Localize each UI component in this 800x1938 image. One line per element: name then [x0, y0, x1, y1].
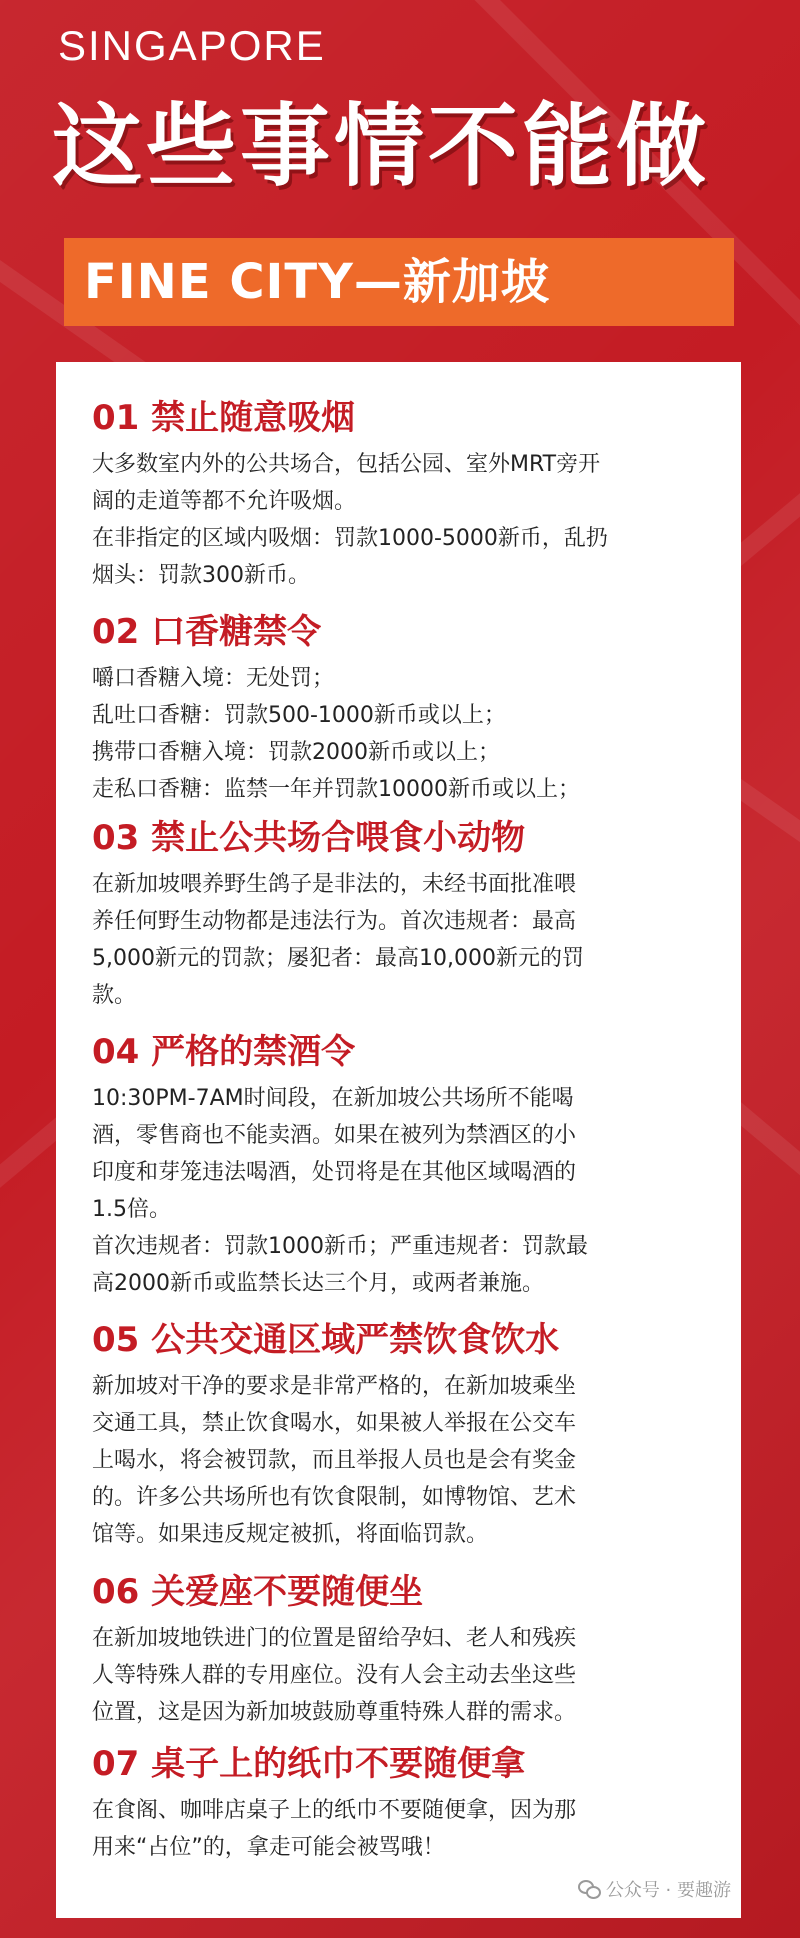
section-feeding-animals	[92, 816, 692, 1014]
section-line: 在食阁、咖啡店桌子上的纸巾不要随便拿，因为那	[92, 1798, 577, 1823]
section-line: 5,000新元的罚款；屡犯者：最高10,000新元的罚	[92, 946, 584, 971]
watermark-text: 公众号 · 要趣游	[605, 1880, 731, 1901]
wechat-icon	[578, 1880, 600, 1898]
section-line: 位置，这是因为新加坡鼓励尊重特殊人群的需求。	[92, 1700, 577, 1725]
section-line: 阔的走道等都不允许吸烟。	[92, 489, 357, 514]
section-line: 走私口香糖：监禁一年并罚款10000新币或以上；	[92, 777, 580, 802]
section-title: 02 口香糖禁令	[92, 612, 322, 652]
section-line: 交通工具，禁止饮食喝水，如果被人举报在公交车	[92, 1411, 577, 1436]
section-title: 03 禁止公共场合喂食小动物	[92, 818, 526, 858]
banner: FINE CITY—新加坡	[64, 238, 734, 326]
section-line: 烟头：罚款300新币。	[92, 563, 310, 588]
section-body	[92, 446, 692, 594]
section-body	[92, 660, 692, 808]
section-tissues	[92, 1742, 692, 1866]
section-line: 款。	[92, 983, 137, 1008]
section-body	[92, 1792, 692, 1866]
section-line: 10:30PM-7AM时间段，在新加坡公共场所不能喝	[92, 1086, 574, 1111]
page-title: 这些事情不能做	[52, 94, 710, 199]
header-subtitle: SINGAPORE	[58, 22, 326, 69]
section-line: 在非指定的区域内吸烟：罚款1000-5000新币，乱扔	[92, 526, 608, 551]
section-line: 携带口香糖入境：罚款2000新币或以上；	[92, 740, 500, 765]
content-card	[56, 362, 741, 1918]
section-title: 06 关爱座不要随便坐	[92, 1572, 424, 1612]
section-line: 1.5倍。	[92, 1197, 171, 1222]
section-smoking	[92, 396, 692, 594]
section-line: 乱吐口香糖：罚款500-1000新币或以上；	[92, 703, 506, 728]
section-line: 大多数室内外的公共场合，包括公园、室外MRT旁开	[92, 452, 601, 477]
section-body	[92, 866, 692, 1014]
section-line: 嚼口香糖入境：无处罚；	[92, 666, 335, 691]
section-line: 在新加坡喂养野生鸽子是非法的，未经书面批准喂	[92, 872, 577, 897]
section-line: 上喝水，将会被罚款，而且举报人员也是会有奖金	[92, 1448, 577, 1473]
section-priority-seats	[92, 1570, 692, 1731]
section-line: 首次违规者：罚款1000新币；严重违规者：罚款最	[92, 1234, 588, 1259]
section-line: 酒，零售商也不能卖酒。如果在被列为禁酒区的小	[92, 1123, 577, 1148]
section-chewing-gum	[92, 610, 692, 808]
section-line: 在新加坡地铁进门的位置是留给孕妇、老人和残疾	[92, 1626, 577, 1651]
section-line: 养任何野生动物都是违法行为。首次违规者：最高	[92, 909, 577, 934]
section-body	[92, 1368, 692, 1553]
section-line: 印度和芽笼违法喝酒，处罚将是在其他区域喝酒的	[92, 1160, 577, 1185]
section-body	[92, 1620, 692, 1731]
section-line: 新加坡对干净的要求是非常严格的，在新加坡乘坐	[92, 1374, 577, 1399]
section-line: 高2000新币或监禁长达三个月，或两者兼施。	[92, 1271, 544, 1296]
section-title: 04 严格的禁酒令	[92, 1032, 356, 1072]
section-line: 的。许多公共场所也有饮食限制，如博物馆、艺术	[92, 1485, 577, 1510]
section-title: 05 公共交通区域严禁饮食饮水	[92, 1320, 560, 1360]
section-alcohol	[92, 1030, 692, 1302]
footer-watermark	[578, 1876, 731, 1902]
section-line: 用来“占位”的，拿走可能会被骂哦！	[92, 1835, 445, 1860]
section-line: 人等特殊人群的专用座位。没有人会主动去坐这些	[92, 1663, 577, 1688]
section-title: 07 桌子上的纸巾不要随便拿	[92, 1744, 526, 1784]
section-public-transport	[92, 1318, 692, 1553]
section-title: 01 禁止随意吸烟	[92, 398, 356, 438]
section-body	[92, 1080, 692, 1302]
section-line: 馆等。如果违反规定被抓，将面临罚款。	[92, 1522, 489, 1547]
